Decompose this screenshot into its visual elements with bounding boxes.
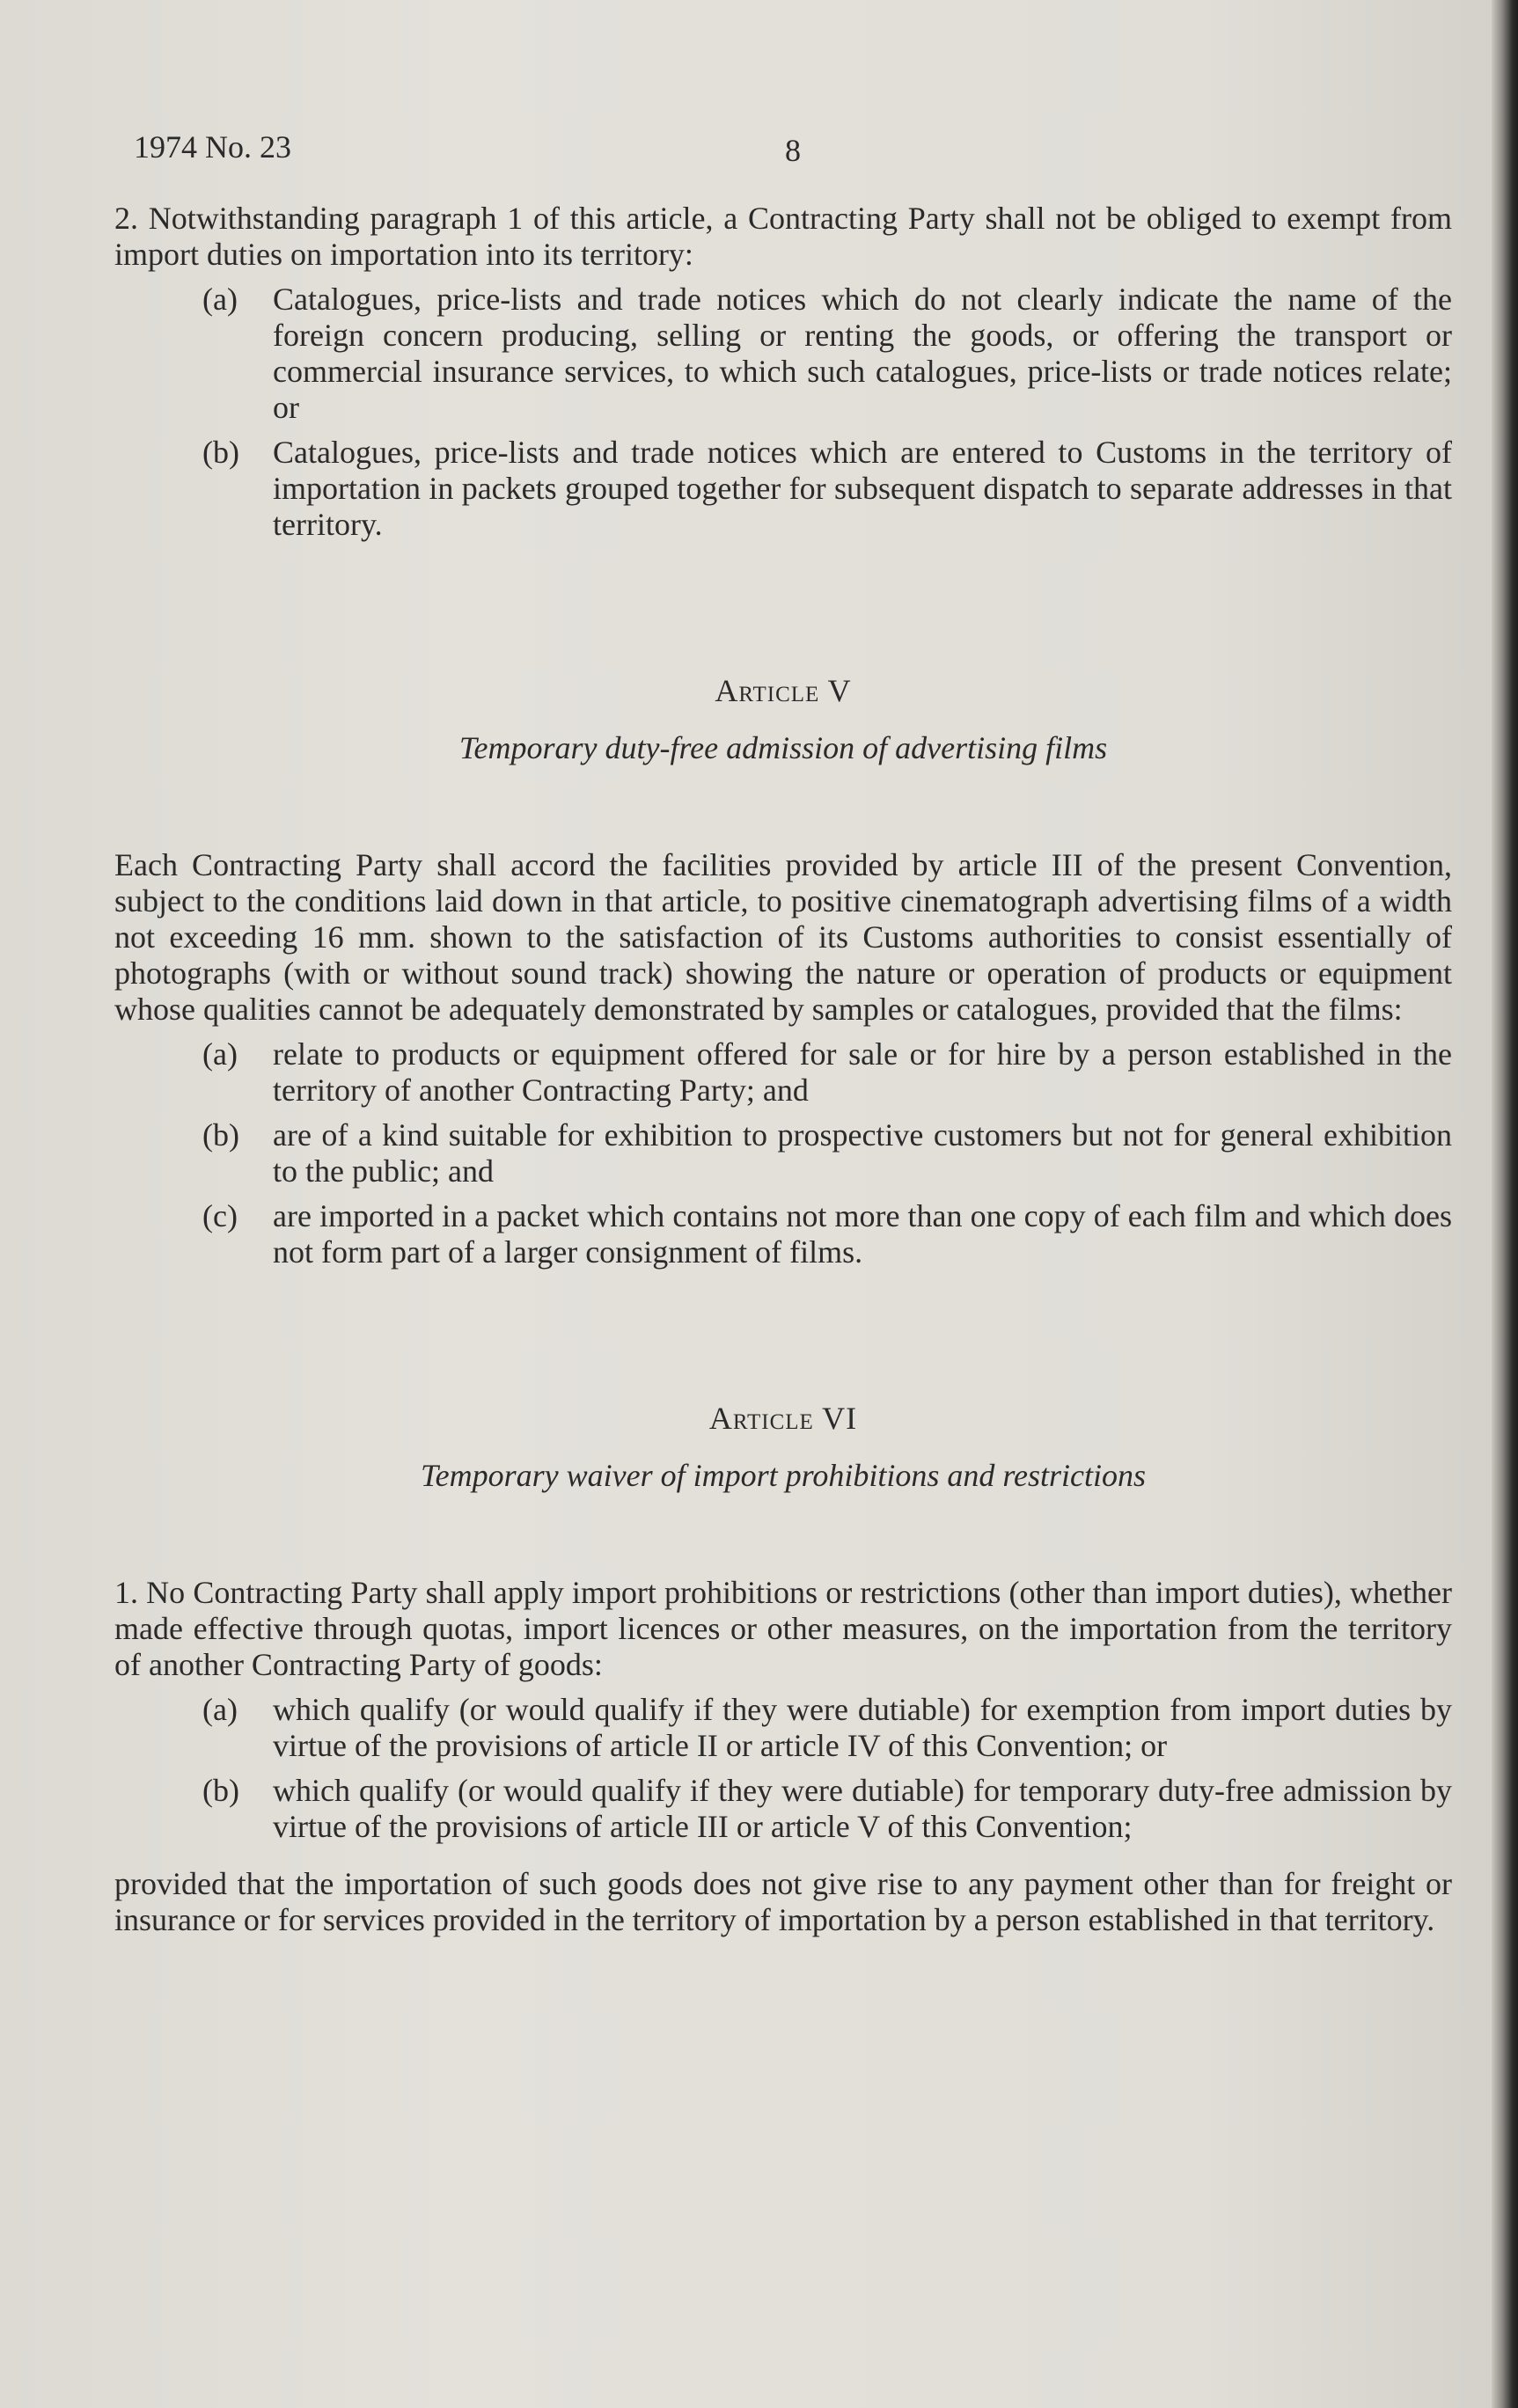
article-heading: Article VI: [708, 1401, 858, 1436]
closing-paragraph: provided that the importation of such goods does not give rise to any payment other than for freight or insurance or for services provided in the territory of importation by a person established in that territory.: [114, 1866, 1452, 1937]
item-text: which qualify (or would qualify if they were dutiable) for exemption from import duties by virtue of the provisions of article II or article IV of this Convention; or: [273, 1692, 1452, 1763]
item-text: are imported in a packet which contains not more than one copy of each film and which does not form part of a larger consignment of films.: [273, 1198, 1452, 1270]
list-item: [114, 435, 1452, 543]
item-label: (b): [202, 1773, 239, 1808]
article-title: Temporary duty-free admission of advertising films: [458, 730, 1108, 765]
item-text: relate to products or equipment offered for sale or for hire by a person established in the territory of another Contracting Party; and: [273, 1036, 1452, 1108]
item-text: are of a kind suitable for exhibition to prospective customers but not for general exhibition to the public; and: [273, 1117, 1452, 1189]
list-item: [114, 282, 1452, 426]
article-5: [114, 673, 1452, 1270]
list-item: [114, 1036, 1452, 1109]
item-label: (a): [202, 1036, 238, 1072]
paragraph-intro: 2. Notwithstanding paragraph 1 of this article, a Contracting Party shall not be obliged to exempt from import duties on importation into its territory:: [114, 201, 1452, 272]
item-text: Catalogues, price-lists and trade notices which do not clearly indicate the name of the foreign concern producing, selling or renting the goods, or offering the transport or commercial insurance services, to which such catalogues, price-lists or trade notices relate; or: [273, 282, 1452, 425]
list-item: [114, 1692, 1452, 1764]
page-content: [114, 201, 1452, 1938]
item-label: (c): [202, 1198, 238, 1233]
item-label: (b): [202, 435, 239, 470]
list-item: [114, 1773, 1452, 1845]
list-item: [114, 1198, 1452, 1270]
item-label: (a): [202, 282, 238, 317]
item-text: Catalogues, price-lists and trade notices which are entered to Customs in the territory of importation in packets grouped together for subsequent dispatch to separate addresses in that territory.: [273, 435, 1452, 542]
item-label: (a): [202, 1692, 238, 1727]
article-4-paragraph-2: [114, 201, 1452, 543]
item-label: (b): [202, 1117, 239, 1153]
document-reference: 1974 No. 23: [134, 129, 291, 165]
article-heading: Article V: [715, 673, 852, 708]
item-text: which qualify (or would qualify if they were dutiable) for temporary duty-free admission by virtue of the provisions of article III or article V of this Convention;: [273, 1773, 1452, 1844]
page-binding-edge: [1492, 0, 1518, 2408]
article-6: [114, 1401, 1452, 1938]
page-number: 8: [785, 133, 801, 168]
list-item: [114, 1117, 1452, 1189]
article-body: Each Contracting Party shall accord the facilities provided by article III of the present Convention, subject to the conditions laid down in that article, to positive cinematograph advertising films of a width not exceeding 16 mm. shown to the satisfaction of its Customs authorities to consist essentially of photographs (with or without sound track) showing the nature or operation of products or equipment whose qualities cannot be adequately demonstrated by samples or catalogues, provided that the films:: [114, 847, 1452, 1027]
paragraph-1: 1. No Contracting Party shall apply import prohibitions or restrictions (other than import duties), whether made effective through quotas, import licences or other measures, on the importation from the territory of another Contracting Party of goods:: [114, 1575, 1452, 1682]
article-title: Temporary waiver of import prohibitions and restrictions: [420, 1458, 1147, 1493]
